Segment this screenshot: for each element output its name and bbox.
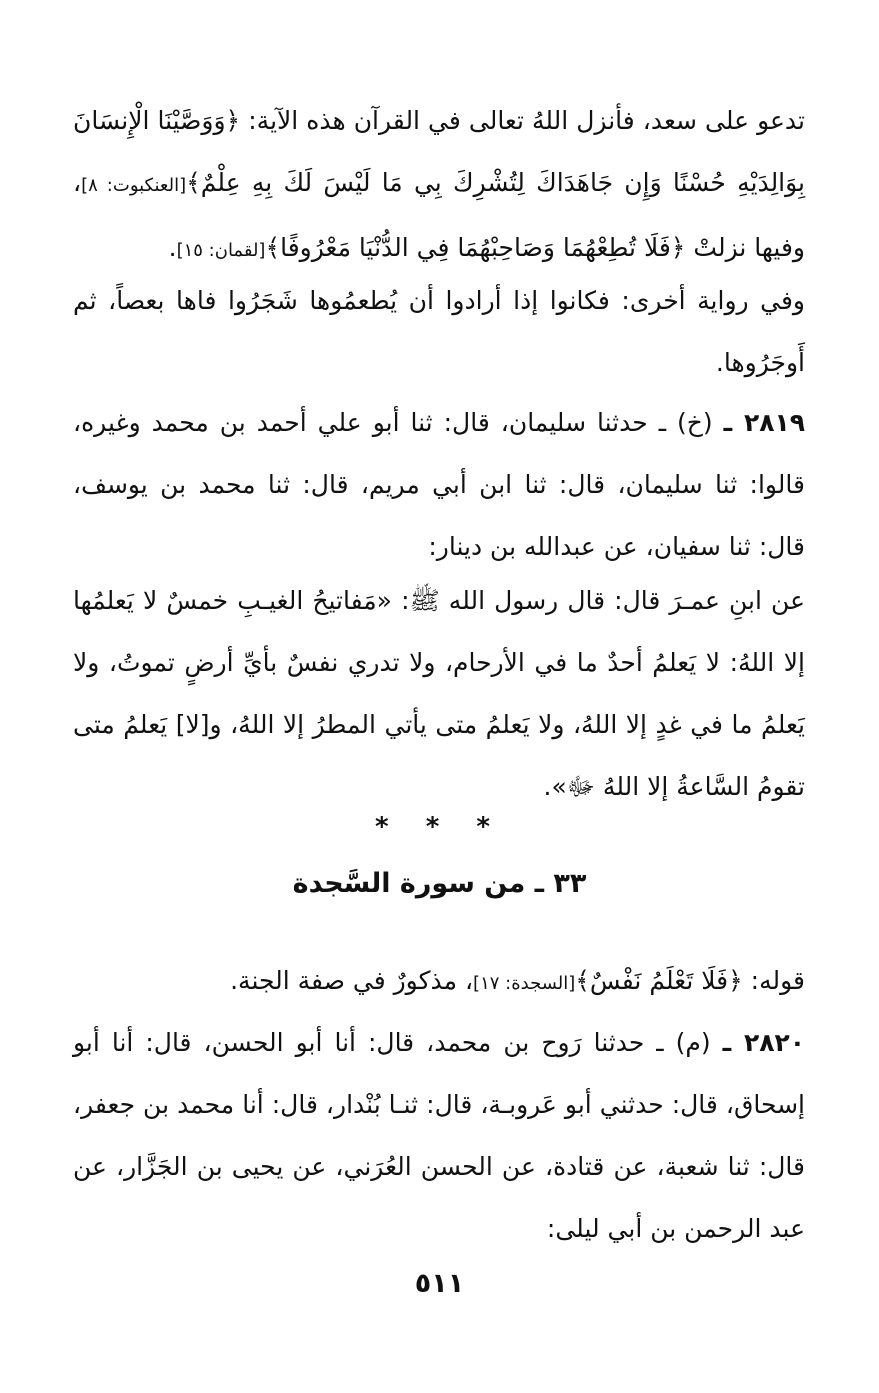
sajda-end-text: ، مذكورٌ في صفة الجنة. xyxy=(230,966,474,995)
hadith-2819-isnad: (خ) ـ حدثنا سليمان، قال: ثنا أبو علي أحمد بن محمد وغيره، قالوا: ثنا سليمان، قال: ثنا ابن أبي مريم، قال: ثنا محمد بن يوسف، قال: ثنا سفيان، عن عبدالله بن دينار: xyxy=(73,408,805,561)
hadith-number-2819: ٢٨١٩ ـ xyxy=(723,408,805,437)
quran-verse-luqman: ﴿فَلَا تُطِعْهُمَا وَصَاحِبْهُمَا فِي الدُّنْيَا مَعْرُوفًا﴾ xyxy=(265,233,686,262)
page-number: ٥١١ xyxy=(414,1268,465,1299)
quran-verse-ankabut: ﴿وَوَصَّيْنَا الْإِنسَانَ بِوَالِدَيْهِ حُسْنًا وَإِن جَاهَدَاكَ لِتُشْرِكَ بِي مَا لَيْسَ لَكَ بِهِ عِلْمٌ﴾ xyxy=(73,106,806,197)
verse-intro-text: تدعو على سعد، فأنزل اللهُ تعالى في القرآن هذه الآية: xyxy=(240,106,805,135)
chapter-heading: ٣٣ ـ من سورة السَّجدة xyxy=(292,868,587,899)
hadith-2820-chain xyxy=(73,1012,805,1260)
section-separator: * * * xyxy=(375,812,504,842)
verse-reference-sajda: [السجدة: ١٧] xyxy=(473,973,576,994)
hadith-2819-text: عن ابنِ عمـرَ قال: قال رسول الله ﷺ: «مَفاتيحُ الغيـبِ خمسٌ لا يَعلمُها إلا اللهُ: لا يَعلمُ أحدٌ ما في الأرحام، ولا تدري نفسٌ بأيِّ أرضٍ تموتُ، ولا يَعلمُ ما في غدٍ إلا اللهُ، ولا يَعلمُ متى يأتي المطرُ إلا اللهُ، و[لا] يَعلمُ متى تقومُ السَّاعةُ إلا اللهُ ﷻ». xyxy=(73,586,805,801)
paragraph-sajda-verse xyxy=(73,950,805,1015)
paragraph-quran-verses xyxy=(73,90,805,282)
hadith-2820-isnad: (م) ـ حدثنا رَوح بن محمد، قال: أنا أبو الحسن، قال: أنا أبو إسحاق، قال: حدثني أبو عَروبـة، قال: ثنـا بُنْدار، قال: أنا محمد بن جعفر، قال: ثنا شعبة، عن قتادة، عن الحسن العُرَني، عن يحيى بن الجَزَّار، عن عبد الرحمن بن أبي ليلى: xyxy=(73,1028,805,1243)
hadith-2819-chain xyxy=(73,392,805,578)
hadith-number-2820: ٢٨٢٠ ـ xyxy=(722,1028,805,1057)
paragraph-another-narration: وفي رواية أخرى: فكانوا إذا أرادوا أن يُطعمُوها شَجَرُوا فاها بعصاً، ثم أَوجَرُوها. xyxy=(73,286,805,377)
sajda-intro-text: قوله: xyxy=(742,966,805,995)
verse-reference-luqman: [لقمان: ١٥] xyxy=(176,240,266,261)
verse-connector-text: ، وفيها نزلتْ xyxy=(73,168,805,262)
verse-reference-ankabut: [العنكبوت: ٨] xyxy=(81,175,187,196)
quran-verse-sajda: ﴿فَلَا تَعْلَمُ نَفْسٌ﴾ xyxy=(575,966,743,995)
verse-end-punct: . xyxy=(168,233,177,262)
